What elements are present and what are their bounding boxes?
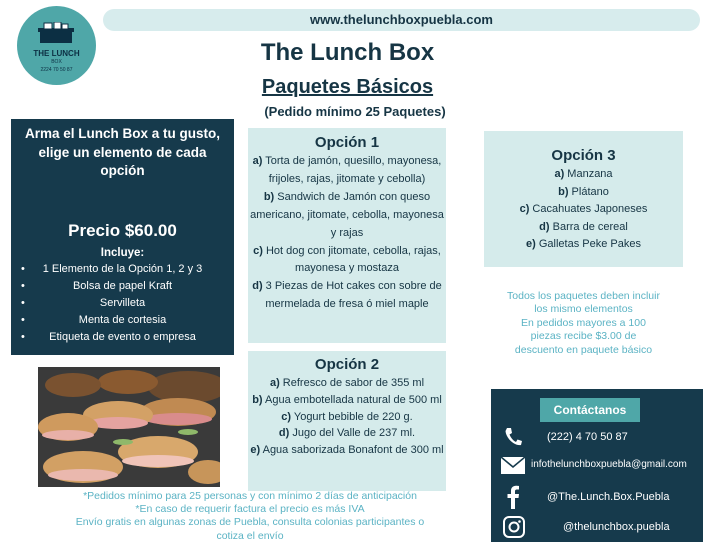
item-letter: c)	[281, 410, 292, 423]
build-your-box-panel	[11, 119, 234, 355]
contact-facebook: @The.Lunch.Box.Puebla	[547, 491, 670, 503]
option-2-panel	[248, 351, 446, 491]
footnotes	[20, 490, 480, 543]
footnote-line: *Pedidos mínimo para 25 personas y con mínimo 2 días de anticipación	[83, 490, 417, 502]
logo	[17, 6, 96, 85]
contact-instagram-row[interactable]	[491, 515, 703, 539]
item-text: Agua saborizada Bonafont de 300 ml	[260, 444, 444, 457]
option-1-panel	[248, 128, 446, 343]
contact-phone-row[interactable]	[491, 427, 703, 447]
option-2-item-d	[248, 425, 446, 442]
list-item: • 1 Elemento de la Opción 1, 2 y 3	[11, 261, 234, 278]
note-line: Todos los paquetes deben incluir	[507, 290, 660, 302]
email-icon	[501, 457, 525, 474]
item-letter: c)	[519, 203, 530, 215]
option-3-item-b	[484, 184, 683, 202]
item-text: Barra de cereal	[549, 220, 628, 233]
contact-facebook-row[interactable]	[491, 485, 703, 509]
option-1-title: Opción 1	[314, 134, 380, 151]
list-item: • Servilleta	[11, 295, 234, 312]
item-text: Hot dog con jitomate, cebolla, rajas, mayonesa y mostaza	[262, 244, 441, 275]
logo-phone: 2224 70 50 87	[40, 67, 73, 73]
item-letter: a)	[554, 168, 565, 180]
item-text: Plátano	[568, 185, 609, 198]
item-text: Yogurt bebible de 220 g.	[291, 410, 413, 423]
note-line: los mismo elementos	[534, 303, 633, 316]
contact-email: infothelunchboxpuebla@gmail.com	[531, 459, 687, 470]
option-2-title: Opción 2	[314, 356, 380, 373]
item-text: Refresco de sabor de 355 ml	[279, 377, 425, 389]
option-2-item-a	[248, 375, 446, 392]
item-letter: e)	[526, 238, 536, 250]
website-url[interactable]: www.thelunchboxpuebla.com	[103, 9, 700, 31]
option-3-item-c	[484, 201, 683, 219]
item-text: Sandwich de Jamón con queso americano, jitomate, cebolla, mayonesa y rajas	[250, 190, 444, 239]
option-3-item-a	[484, 166, 683, 184]
contact-email-row[interactable]	[491, 455, 703, 475]
page-subtitle: Paquetes Básicos	[261, 76, 434, 98]
phone-icon	[504, 427, 522, 447]
minimum-order: (Pedido mínimo 25 Paquetes)	[264, 104, 446, 119]
item-text: Jugo del Valle de 237 ml.	[289, 427, 416, 440]
item-letter: b)	[558, 185, 569, 198]
option-3-title: Opción 3	[551, 147, 616, 164]
logo-name: THE LUNCH	[33, 49, 80, 58]
item-letter: b)	[252, 393, 263, 406]
facebook-icon	[507, 485, 519, 509]
list-item: • Etiqueta de evento o empresa	[11, 329, 234, 346]
footnote-line: cotiza el envío	[216, 529, 284, 542]
item-text: Manzana	[564, 168, 613, 180]
option-1-item-a	[248, 153, 446, 189]
note-line: descuento en paquete básico	[514, 343, 653, 356]
includes-list	[11, 261, 234, 346]
footnote-line: Envío gratis en algunas zonas de Puebla, consulta colonias participantes o	[75, 516, 425, 529]
item-text: Galletas Peke Pakes	[535, 238, 641, 250]
footnote-line: *En caso de requerir factura el precio es más IVA	[135, 503, 365, 516]
item-text: Agua embotellada natural de 500 ml	[262, 393, 442, 406]
item-letter: c)	[253, 244, 263, 257]
option-1-item-c	[248, 243, 446, 279]
logo-sub: BOX	[51, 59, 62, 65]
option-3-panel	[484, 131, 683, 267]
price: Precio $60.00	[68, 221, 177, 240]
build-heading: Arma el Lunch Box a tu gusto, elige un elemento de cada opción	[24, 126, 221, 178]
option-2-item-b	[248, 392, 446, 409]
sandwich-photo	[38, 367, 220, 487]
option-1-item-b	[248, 189, 446, 243]
option-2-item-e	[248, 442, 446, 459]
contact-phone: (222) 4 70 50 87	[547, 431, 628, 443]
note-line: piezas recibe $3.00 de	[530, 330, 637, 343]
contact-instagram: @thelunchbox.puebla	[563, 521, 670, 533]
item-text: Cacahuates Japoneses	[529, 203, 648, 215]
list-item: • Bolsa de papel Kraft	[11, 278, 234, 295]
lunchbox-icon	[34, 22, 78, 44]
page-title: The Lunch Box	[260, 39, 435, 66]
contact-panel	[491, 389, 703, 542]
option-2-item-c	[248, 409, 446, 426]
instagram-icon	[503, 516, 525, 538]
option-1-item-d	[248, 278, 446, 314]
option-3-item-e	[484, 236, 683, 254]
item-letter: e)	[250, 444, 261, 457]
note-line: En pedidos mayores a 100	[521, 316, 646, 329]
item-letter: a)	[252, 155, 263, 167]
item-letter: b)	[263, 190, 275, 203]
includes-label: Incluye:	[100, 247, 145, 259]
item-letter: d)	[278, 427, 290, 440]
option-3-item-d	[484, 219, 683, 237]
item-text: 3 Piezas de Hot cakes con sobre de mermelada de fresa ó miel maple	[262, 280, 442, 311]
package-notes	[476, 290, 691, 357]
item-letter: d)	[539, 220, 550, 233]
list-item: • Menta de cortesia	[11, 312, 234, 329]
contact-button[interactable]: Contáctanos	[540, 398, 640, 422]
sandwich-illustration	[38, 367, 220, 487]
item-text: Torta de jamón, quesillo, mayonesa, frijoles, rajas, jitomate y cebolla)	[262, 155, 442, 185]
item-letter: d)	[252, 280, 263, 293]
item-letter: a)	[269, 377, 280, 389]
